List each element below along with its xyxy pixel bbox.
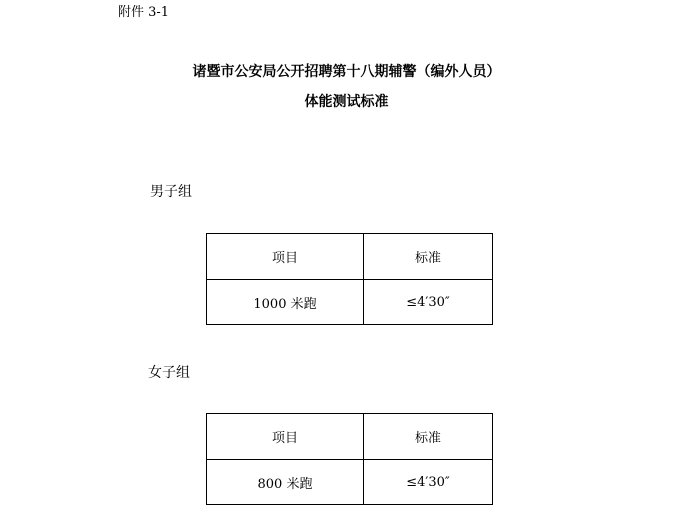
cell-standard: ≤4′30″ <box>364 280 493 325</box>
cell-standard: ≤4′30″ <box>364 460 493 505</box>
male-standard-table <box>206 233 493 325</box>
cell-item: 800 米跑 <box>207 460 364 505</box>
cell-item: 1000 米跑 <box>207 280 364 325</box>
header-standard: 标准 <box>364 414 493 460</box>
document-title: 诸暨市公安局公开招聘第十八期辅警（编外人员） <box>192 64 501 80</box>
table-row <box>207 460 493 505</box>
table-row <box>207 280 493 325</box>
table-header-row <box>207 234 493 280</box>
header-item: 项目 <box>207 234 364 280</box>
female-standard-table <box>206 413 493 505</box>
table-header-row <box>207 414 493 460</box>
header-standard: 标准 <box>364 234 493 280</box>
attachment-label: 附件 3-1 <box>118 5 170 20</box>
header-item: 项目 <box>207 414 364 460</box>
male-group-label: 男子组 <box>150 184 192 200</box>
female-group-label: 女子组 <box>148 365 190 381</box>
document-subtitle: 体能测试标准 <box>304 94 389 110</box>
